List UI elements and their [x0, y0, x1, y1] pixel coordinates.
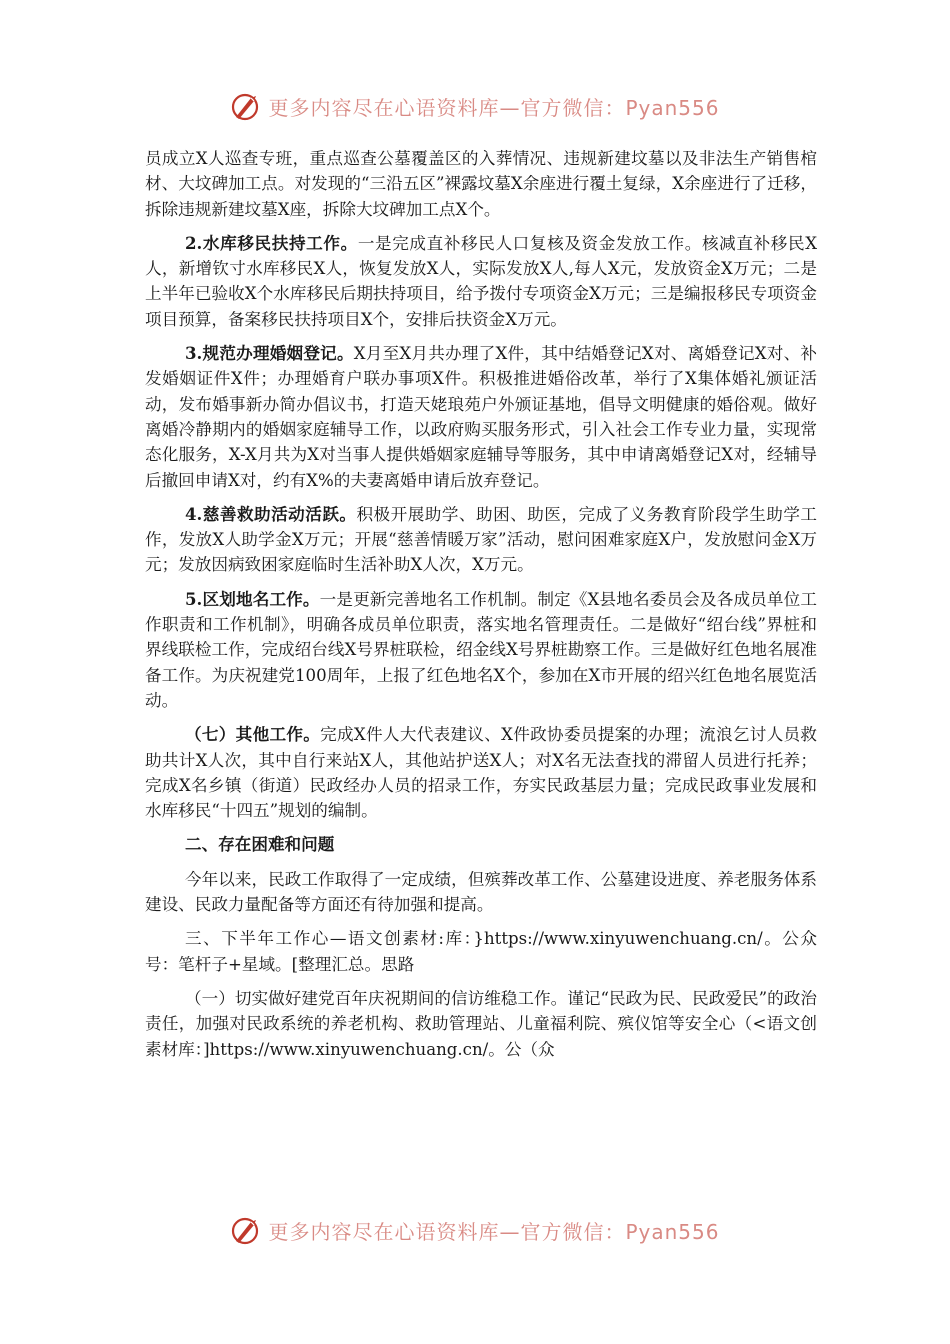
paragraph-heading: 3.规范办理婚姻登记。 — [185, 343, 354, 364]
watermark-text: 更多内容尽在心语资料库—官方微信：Pyan556 — [268, 95, 720, 120]
paragraph-heading: 4.慈善救助活动活跃。 — [185, 503, 357, 524]
paragraph-heading: （七）其他工作。 — [185, 724, 321, 745]
paragraph-place-names: 5.区划地名工作。一是更新完善地名工作机制。制定《X县地名委员会及各成员单位工作职责和工作机制》，明确各成员单位职责，落实地名管理责任。二是做好“绍台线”界桩和界线联检工作，完成绍台线X号界桩联检，绍金线X号界桩勘察工作。三是做好红色地名展准备工作。为庆祝建党100周年，上报了红色地名X个，参加在X市开展的绍兴红色地名展览活动。 — [145, 588, 818, 710]
paragraph-burial-inspection: 员成立X人巡查专班，重点巡查公墓覆盖区的入葬情况、违规新建坟墓以及非法生产销售棺材、大坟碑加工点。对发现的“三沿五区”裸露坟墓X余座进行覆土复绿，X余座进行了迁移，拆除违规新建坟墓X座，拆除大坟碑加工点X个。 — [145, 149, 817, 219]
watermark-banner-bottom — [0, 1210, 950, 1250]
paragraph-petition-stability: （一）切实做好建党百年庆祝期间的信访维稳工作。谨记“民政为民、民政爱民”的政治责任，加强对民政系统的养老机构、救助管理站、儿童福利院、殡仪馆等安全心（<语文创素材库：]https://www.xinyuwenchuang.cn/。公（众 — [145, 988, 817, 1059]
pen-logo-icon — [230, 1214, 262, 1246]
pen-logo-icon — [230, 90, 262, 122]
paragraph-heading: 2.水库移民扶持工作。 — [185, 232, 358, 253]
paragraph-marriage-registration: 3.规范办理婚姻登记。X月至X月共办理了X件，其中结婚登记X对、离婚登记X对、补发婚姻证件X件；办理婚育户联办事项X件。积极推进婚俗改革，举行了X集体婚礼颁证活动，发布婚事新办简办倡议书，打造天姥琅苑户外颁证基地，倡导文明健康的婚俗观。做好离婚冷静期内的婚姻家庭辅导工作，以政府购买服务形式，引入社会工作专业力量，实现常态化服务，X-X月共为X对当事人提供婚姻家庭辅导等服务，其中申请离婚登记X对，经辅导后撤回申请X对，约有X%的夫妻离婚申请后放弃登记。 — [145, 343, 817, 490]
section-heading-problems: 二、存在困难和问题 — [185, 834, 335, 855]
paragraph-charity-relief: 4.慈善救助活动活跃。积极开展助学、助困、助医，完成了义务教育阶段学生助学工作，发放X人助学金X万元；开展“慈善情暖万家”活动，慰问困难家庭X户，发放慰问金X万元；发放因病致困家庭临时生活补助X人次，X万元。 — [145, 503, 818, 575]
document-body — [145, 146, 817, 1062]
watermark-banner-top — [0, 86, 950, 126]
section-heading-second-half: 三、下半年工作心—语文创素材:库：}https://www.xinyuwenchuang.cn/。公众号：笔杆子+星域。[整理汇总。思路 — [145, 929, 817, 974]
paragraph-other-work: （七）其他工作。完成X件人大代表建议、X件政协委员提案的办理；流浪乞讨人员救助共计X人次，其中自行来站X人，其他站护送X人；对X名无法查找的滞留人员进行托养；完成X名乡镇（街道）民政经办人员的招录工作，夯实民政基层力量；完成民政事业发展和水库移民“十四五”规划的编制。 — [145, 724, 818, 821]
paragraph-reservoir-migrants: 2.水库移民扶持工作。一是完成直补移民人口复核及资金发放工作。核减直补移民X人，新增钦寸水库移民X人，恢复发放X人，实际发放X人,每人X元，发放资金X万元；二是上半年已验收X个水库移民后期扶持项目，给予拨付专项资金X万元；三是编报移民专项资金项目预算，备案移民扶持项目X个，安排后扶资金X万元。 — [145, 232, 818, 329]
watermark-text: 更多内容尽在心语资料库—官方微信：Pyan556 — [268, 1219, 720, 1244]
paragraph-problems: 今年以来，民政工作取得了一定成绩，但殡葬改革工作、公墓建设进度、养老服务体系建设、民政力量配备等方面还有待加强和提高。 — [145, 869, 817, 915]
paragraph-heading: 5.区划地名工作。 — [185, 588, 320, 609]
